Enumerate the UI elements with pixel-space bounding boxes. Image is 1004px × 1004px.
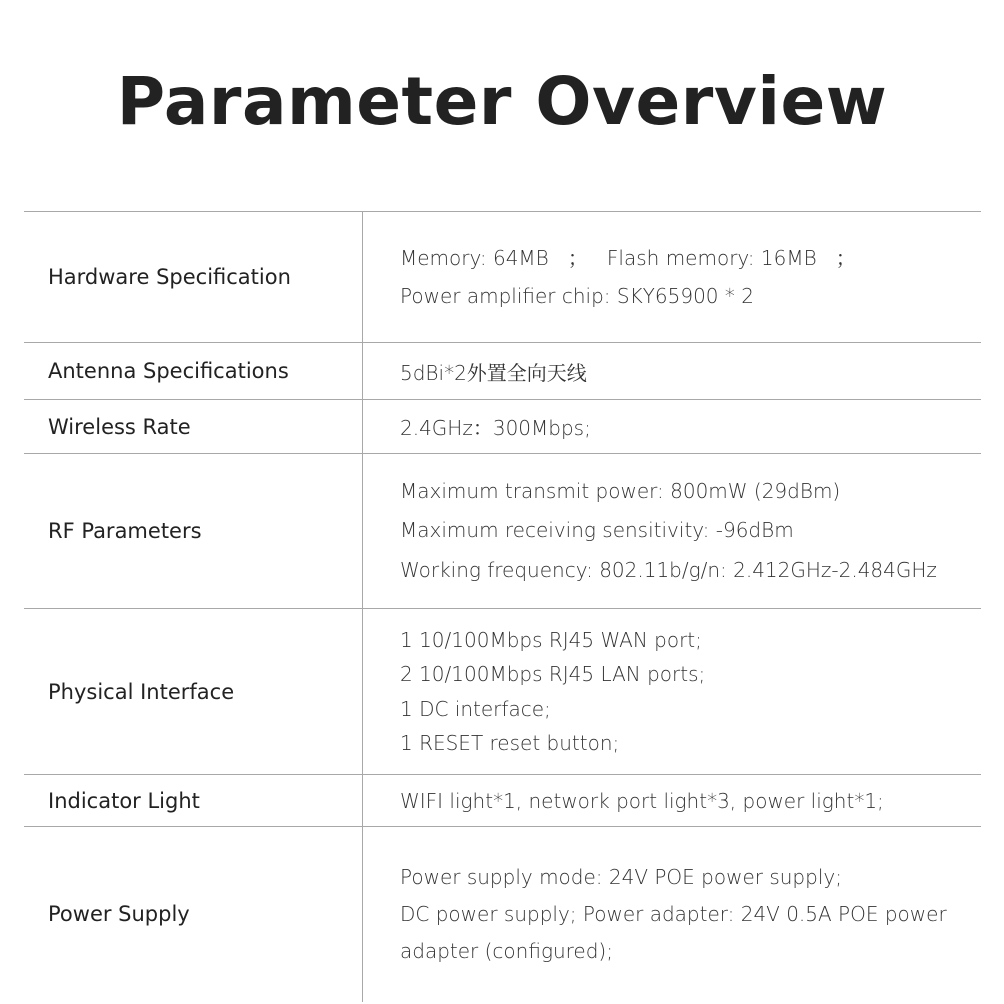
value-line: Power supply mode: 24V POE power supply;	[400, 864, 842, 889]
value-line: 2 10/100Mbps RJ45 LAN ports;	[400, 662, 706, 686]
row-value	[363, 609, 982, 775]
row-label: Power Supply	[24, 827, 363, 1002]
value-line: Maximum transmit power: 800mW (29dBm)	[400, 478, 841, 503]
row-label: RF Parameters	[24, 454, 363, 609]
row-label: Wireless Rate	[24, 400, 363, 454]
table-row-wireless-rate	[24, 400, 981, 454]
row-label: Hardware Specification	[24, 212, 363, 343]
table-row-power-supply	[24, 827, 981, 1002]
row-value	[363, 343, 982, 400]
spec-table	[24, 211, 981, 1002]
table-row-rf-parameters	[24, 454, 981, 609]
table-row-hardware-specification	[24, 212, 981, 343]
value-line: 2.4GHz：300Mbps;	[400, 416, 591, 440]
value-line: 1 DC interface;	[400, 696, 551, 721]
page-title: Parameter Overview	[116, 63, 888, 140]
table-row-physical-interface	[24, 609, 981, 775]
value-line: Maximum receiving sensitivity: -96dBm	[400, 518, 794, 543]
row-value	[363, 212, 982, 343]
value-line: Working frequency: 802.11b/g/n: 2.412GHz-2.484GHz	[400, 557, 937, 582]
value-line: Memory: 64MB ； Flash memory: 16MB ；	[400, 246, 856, 270]
row-value	[363, 827, 982, 1002]
row-label: Physical Interface	[24, 609, 363, 775]
table-row-antenna-specifications	[24, 343, 981, 400]
value-line: WIFI light*1, network port light*3, power light*1;	[400, 788, 884, 813]
row-value	[363, 775, 982, 827]
table-row-indicator-light	[24, 775, 981, 827]
value-line: 1 10/100Mbps RJ45 WAN port;	[400, 627, 702, 652]
row-value	[363, 400, 982, 454]
row-label: Indicator Light	[24, 775, 363, 827]
value-line: DC power supply; Power adapter: 24V 0.5A POE power adapter (configured);	[400, 901, 947, 963]
value-line: Power amplifier chip: SKY65900 * 2	[400, 284, 754, 308]
value-line: 1 RESET reset button;	[400, 731, 620, 755]
row-value	[363, 454, 982, 609]
value-line: 5dBi*2外置全向天线	[400, 360, 587, 385]
row-label: Antenna Specifications	[24, 343, 363, 400]
